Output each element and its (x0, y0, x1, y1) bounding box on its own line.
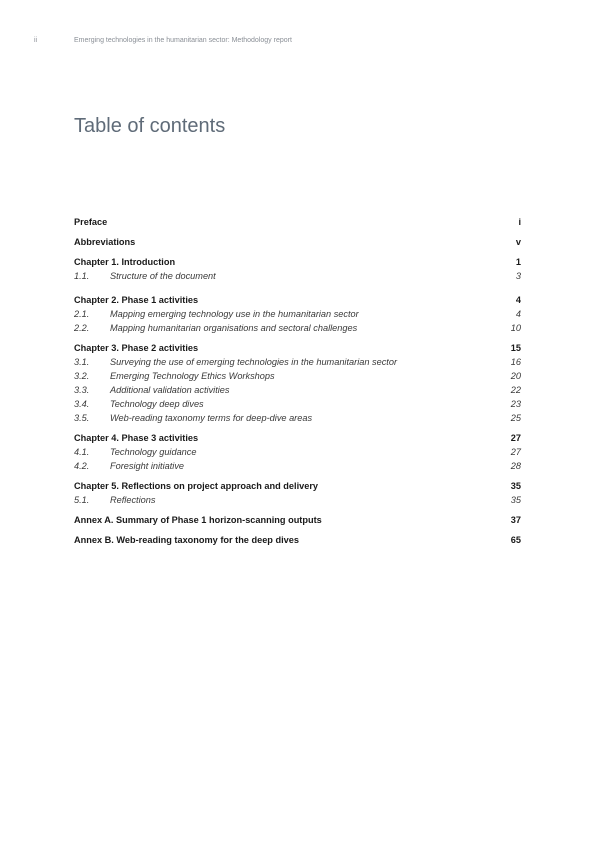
toc-section-number: 3.2. (74, 371, 90, 381)
toc-entry-preface[interactable] (74, 215, 521, 229)
toc-entry-page: 35 (510, 495, 521, 505)
toc-entry-page: 23 (510, 399, 521, 409)
toc-entry-label: Annex B. Web-reading taxonomy for the deep dives (74, 535, 299, 545)
toc-entry-page: 4 (515, 309, 521, 319)
toc-entry-page: 16 (510, 357, 521, 367)
toc-entry-page: v (515, 237, 521, 247)
toc-entry-label: Foresight initiative (110, 461, 185, 471)
toc-entry-label: Emerging Technology Ethics Workshops (110, 371, 275, 381)
toc-entry-label: Mapping humanitarian organisations and sectoral challenges (110, 323, 358, 333)
running-header (34, 37, 292, 44)
toc-section-number: 4.1. (74, 447, 90, 457)
header-page-number: ii (34, 37, 38, 44)
toc-entry-label: Chapter 4. Phase 3 activities (74, 433, 199, 443)
toc-entry-label: Technology guidance (110, 447, 197, 457)
toc-entry-page: 10 (510, 323, 521, 333)
toc-entry-page: 27 (510, 433, 521, 443)
toc-entry-label: Surveying the use of emerging technologies in the humanitarian sector (110, 357, 398, 367)
toc-entry-1-1[interactable] (74, 269, 521, 283)
toc-section-number: 4.2. (74, 461, 90, 471)
toc-entry-2-1[interactable] (74, 307, 521, 321)
toc-entry-page: 15 (510, 343, 521, 353)
toc-section-number: 3.5. (74, 413, 90, 423)
toc-entry-page: 1 (515, 257, 521, 267)
toc-entry-chapter-5[interactable] (74, 479, 521, 493)
toc-section-number: 3.1. (74, 357, 90, 367)
toc-entry-label: Chapter 2. Phase 1 activities (74, 295, 199, 305)
toc-entry-5-1[interactable] (74, 493, 521, 507)
toc-entry-label: Chapter 5. Reflections on project approach and delivery (74, 481, 319, 491)
toc-entry-label: Chapter 1. Introduction (74, 257, 176, 267)
header-running-title: Emerging technologies in the humanitarian sector: Methodology report (74, 37, 292, 44)
toc-entry-page: 4 (515, 295, 521, 305)
toc-entry-page: 28 (510, 461, 521, 471)
toc-entry-3-5[interactable] (74, 411, 521, 425)
toc-entry-page: 3 (515, 271, 521, 281)
toc-entry-3-3[interactable] (74, 383, 521, 397)
page-title: Table of contents (74, 115, 226, 137)
toc-section-number: 1.1. (74, 271, 90, 281)
toc-entry-page: 22 (510, 385, 521, 395)
table-of-contents (74, 215, 521, 547)
toc-section-number: 2.2. (74, 323, 90, 333)
toc-entry-page: 37 (510, 515, 521, 525)
toc-entry-3-2[interactable] (74, 369, 521, 383)
toc-entry-annex-a[interactable] (74, 513, 521, 527)
toc-entry-label: Additional validation activities (110, 385, 230, 395)
toc-entry-label: Abbreviations (74, 237, 136, 247)
toc-entry-annex-b[interactable] (74, 533, 521, 547)
toc-entry-label: Preface (74, 217, 108, 227)
toc-entry-4-1[interactable] (74, 445, 521, 459)
toc-entry-page: 27 (510, 447, 521, 457)
toc-entry-3-1[interactable] (74, 355, 521, 369)
toc-entry-page: 25 (510, 413, 521, 423)
toc-entry-label: Annex A. Summary of Phase 1 horizon-scanning outputs (74, 515, 322, 525)
toc-entry-label: Web-reading taxonomy terms for deep-dive areas (110, 413, 313, 423)
toc-entry-label: Technology deep dives (110, 399, 204, 409)
toc-section-number: 3.3. (74, 385, 90, 395)
toc-entry-2-2[interactable] (74, 321, 521, 335)
toc-section-number: 2.1. (74, 309, 90, 319)
toc-entry-chapter-3[interactable] (74, 341, 521, 355)
toc-entry-label: Chapter 3. Phase 2 activities (74, 343, 199, 353)
toc-entry-4-2[interactable] (74, 459, 521, 473)
toc-entry-page: 65 (510, 535, 521, 545)
toc-entry-label: Mapping emerging technology use in the humanitarian sector (110, 309, 359, 319)
toc-entry-page: 20 (510, 371, 521, 381)
toc-entry-page: i (518, 217, 521, 227)
toc-entry-chapter-1[interactable] (74, 255, 521, 269)
toc-section-number: 3.4. (74, 399, 90, 409)
toc-entry-chapter-4[interactable] (74, 431, 521, 445)
toc-entry-chapter-2[interactable] (74, 293, 521, 307)
toc-entry-page: 35 (510, 481, 521, 491)
toc-entry-label: Reflections (110, 495, 156, 505)
toc-section-number: 5.1. (74, 495, 90, 505)
toc-entry-abbreviations[interactable] (74, 235, 521, 249)
toc-entry-3-4[interactable] (74, 397, 521, 411)
toc-entry-label: Structure of the document (110, 271, 216, 281)
